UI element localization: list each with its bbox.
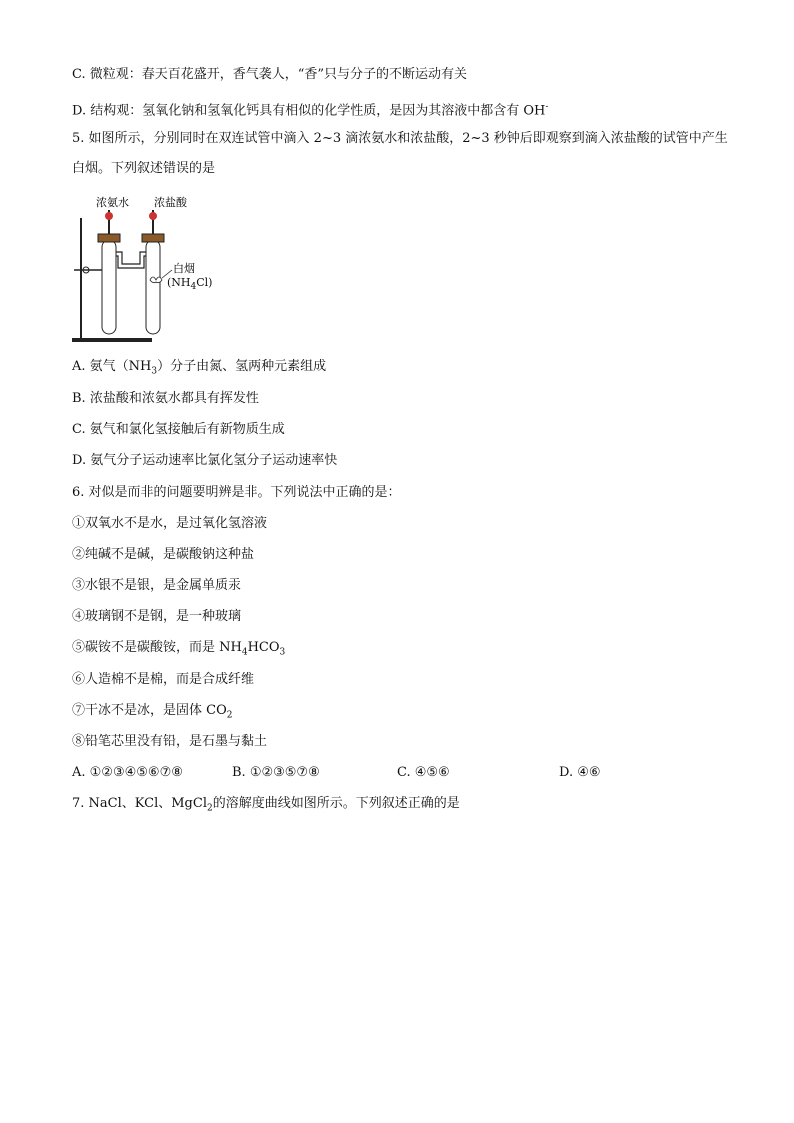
statement-3: ③水银不是银，是金属单质汞 [72, 578, 242, 593]
q5-option-c: C. 氨气和氯化氢接触后有新物质生成 [72, 422, 285, 437]
question-7-pre: 7. NaCl、KCl、MgCl [72, 796, 207, 811]
option-d-text: D. 结构观：氢氧化钠和氢氧化钙具有相似的化学性质，是因为其溶液中都含有 OH [72, 103, 546, 119]
statement-5-mid: HCO [247, 640, 280, 655]
q5-option-d: D. 氨气分子运动速率比氯化氢分子运动速率快 [72, 453, 338, 468]
q6-option-c: C. ④⑤⑥ [397, 765, 450, 780]
statement-7 [72, 702, 232, 725]
apparatus-diagram [70, 192, 220, 347]
q6-option-b: B. ①②③⑤⑦⑧ [232, 765, 320, 780]
label-formula [167, 276, 212, 292]
option-c-prev: C. 微粒观：春天百花盛开，香气袭人，“香”只与分子的不断运动有关 [72, 67, 468, 82]
q5-option-a [72, 358, 326, 381]
statement-7-pre: ⑦干冰不是冰，是固体 CO [72, 703, 227, 718]
oh-superscript: - [545, 102, 549, 112]
statement-4: ④玻璃钢不是钢，是一种玻璃 [72, 609, 242, 624]
q5-option-a-pre: A. 氨气（NH [72, 359, 152, 374]
statement-8: ⑧铅笔芯里没有铅，是石墨与黏土 [72, 734, 268, 749]
question-6: 6. 对似是而非的问题要明辨是非。下列说法中正确的是： [72, 485, 401, 500]
q6-option-d: D. ④⑥ [559, 765, 601, 780]
q5-option-a-sub: 3 [151, 366, 158, 377]
label-hcl: 浓盐酸 [154, 196, 187, 209]
statement-2: ②纯碱不是碱，是碳酸钠这种盐 [72, 547, 255, 562]
statement-5-pre: ⑤碳铵不是碳酸铵，而是 NH [72, 640, 242, 655]
question-7-post: 的溶解度曲线如图所示。下列叙述正确的是 [212, 796, 460, 811]
option-d-prev [72, 98, 548, 120]
formula-post: Cl) [196, 276, 213, 289]
statement-5 [72, 639, 285, 662]
formula-sub: 4 [190, 282, 197, 293]
statement-1: ①双氧水不是水，是过氧化氢溶液 [72, 516, 268, 531]
statement-5-sub: 4 [241, 647, 248, 658]
statement-5-sub2: 3 [279, 647, 286, 658]
statement-7-sub: 2 [226, 710, 233, 721]
question-5: 5. 如图所示，分别同时在双连试管中滴入 2~3 滴浓氨水和浓盐酸，2~3 秒钟后即观察到滴入浓盐酸的试管中产生白烟。下列叙述错误的是 [72, 131, 728, 176]
formula-pre: (NH [167, 276, 191, 289]
label-ammonia: 浓氨水 [96, 196, 129, 209]
label-smoke: 白烟 [173, 262, 195, 275]
double-test-tube-figure [70, 192, 220, 347]
q5-option-a-post: ）分子由氮、氢两种元素组成 [157, 359, 327, 374]
q5-option-b: B. 浓盐酸和浓氨水都具有挥发性 [72, 391, 259, 406]
statement-6: ⑥人造棉不是棉，而是合成纤维 [72, 672, 255, 687]
question-7 [72, 795, 460, 818]
question-7-sub: 2 [206, 803, 213, 814]
q6-option-a: A. ①②③④⑤⑥⑦⑧ [72, 765, 183, 780]
